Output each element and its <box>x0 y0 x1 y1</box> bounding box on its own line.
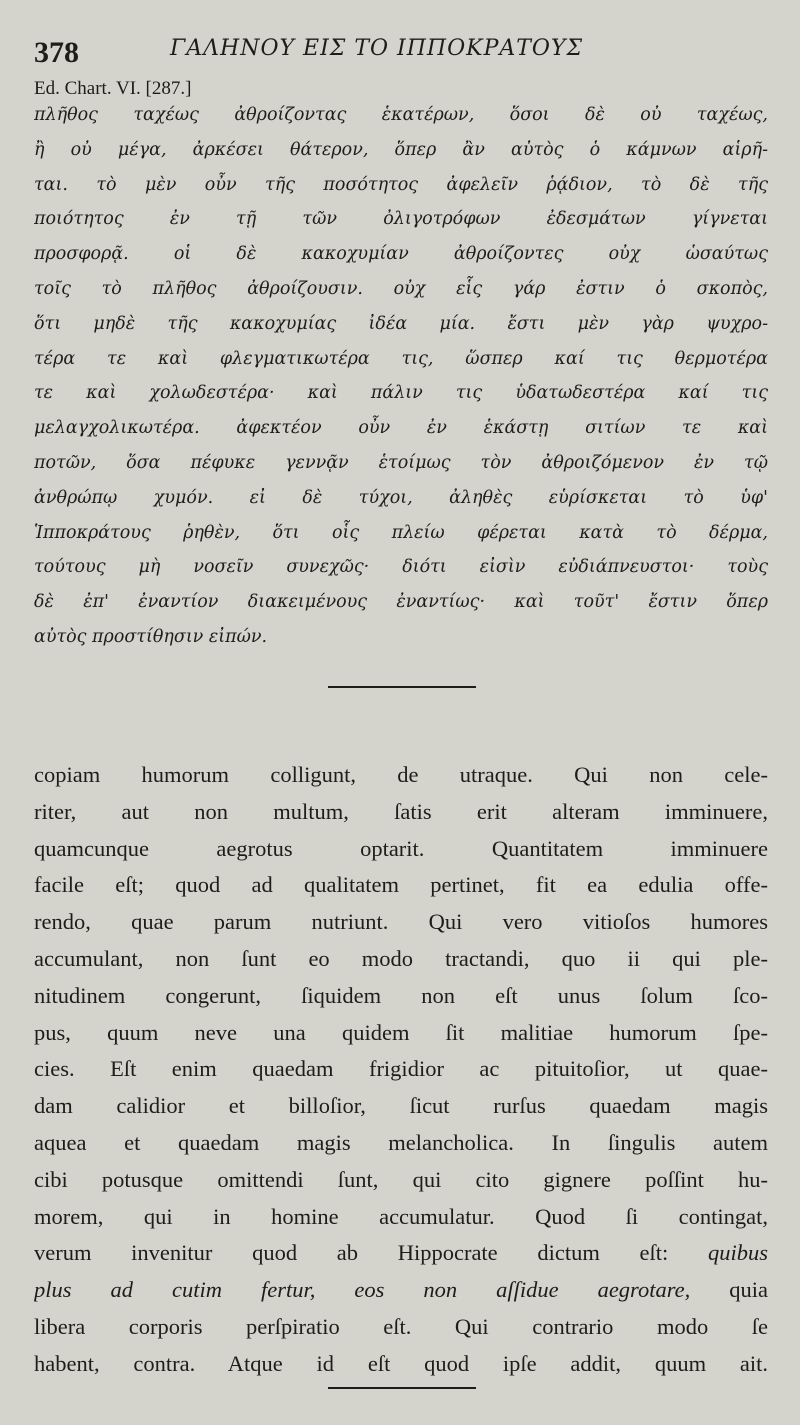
section-divider-bottom <box>328 1387 476 1389</box>
latin-line: quamcunque aegrotus optarit. Quantitatem imminuere <box>34 835 768 861</box>
greek-line: ται. τὸ μὲν οὖν τῆς ποσότητος ἀφελεῖν ῥᾴδιον, τὸ δὲ τῆς <box>34 174 768 195</box>
greek-line: μελαγχολικωτέρα. ἀφεκτέον οὖν ἐν ἑκάστῃ σιτίων τε καὶ <box>34 418 768 439</box>
edition-reference: Ed. Chart. VI. [287.] <box>34 78 192 99</box>
latin-line: libera corporis perſpiratio eſt. Qui contrario modo ſe <box>34 1313 768 1339</box>
greek-line: ἀνθρώπῳ χυμόν. εἰ δὲ τύχοι, ἀληθὲς εὑρίσκεται τὸ ὑφ' <box>34 487 768 508</box>
greek-line: ὅτι μηδὲ τῆς κακοχυμίας ἰδέα μία. ἔστι μὲν γὰρ ψυχρο- <box>34 313 768 334</box>
greek-line: δὲ ἐπ' ἐναντίον διακειμένους ἐναντίως· καὶ τοῦτ' ἔστιν ὅπερ <box>34 592 768 613</box>
latin-line: nitudinem congerunt, ſiquidem non eſt unus ſolum ſco- <box>34 982 768 1008</box>
greek-line: Ἱπποκράτους ῥηθὲν, ὅτι οἷς πλείω φέρεται κατὰ τὸ δέρμα, <box>34 522 768 543</box>
latin-line: cies. Eſt enim quaedam frigidior ac pituitoſior, ut quae- <box>34 1056 768 1082</box>
running-title: ΓΑΛΗΝΟΥ ΕΙΣ ΤΟ ΙΠΠΟΚΡΑΤΟΥΣ <box>170 36 584 61</box>
latin-line: aquea et quaedam magis melancholica. In ſingulis autem <box>34 1129 768 1155</box>
latin-line: habent, contra. Atque id eſt quod ipſe addit, quum ait. <box>34 1350 768 1376</box>
greek-line: τοῖς τὸ πλῆθος ἀθροίζουσιν. οὐχ εἷς γάρ ἐστιν ὁ σκοπὸς, <box>34 278 768 299</box>
greek-line: αὐτὸς προστίθησιν εἰπών. <box>34 626 268 647</box>
quotation-italic: plus ad cutim fertur, <box>34 1277 316 1303</box>
page-number: 378 <box>34 36 79 69</box>
latin-line: morem, qui in homine accumulatur. Quod ſi contingat, <box>34 1203 768 1229</box>
greek-line: τε καὶ χολωδεστέρα· καὶ πάλιν τις ὑδατωδεστέρα καί τις <box>34 383 768 404</box>
latin-line: riter, aut non multum, ſatis erit alteram imminuere, <box>34 798 768 824</box>
greek-text-block <box>34 98 768 655</box>
latin-line: cibi potusque omittendi ſunt, qui cito gignere poſſint hu- <box>34 1166 768 1192</box>
latin-line: facile eſt; quod ad qualitatem pertinet, fit ea edulia offe- <box>34 872 768 898</box>
greek-line: τούτους μὴ νοσεῖν συνεχῶς· διότι εἰσὶν εὐδιάπνευστοι· τοὺς <box>34 557 768 578</box>
latin-line: copiam humorum colligunt, de utraque. Qui non cele- <box>34 762 768 787</box>
latin-line: rendo, quae parum nutriunt. Qui vero vitioſos humores <box>34 909 768 935</box>
latin-line-text: verum invenitur quod ab Hippocrate dictum eſt: <box>34 1240 669 1266</box>
greek-line: ποιότητος ἐν τῇ τῶν ὀλιγοτρόφων ἐδεσμάτων γίγνεται <box>34 209 768 230</box>
greek-line: πλῆθος ταχέως ἀθροίζοντας ἑκατέρων, ὅσοι δὲ οὐ ταχέως, <box>34 105 768 125</box>
greek-line: ποτῶν, ὅσα πέφυκε γεννᾷν ἑτοίμως τὸν ἀθροιζόμενον ἐν τῷ <box>34 452 768 473</box>
latin-line-text: quia <box>729 1277 768 1303</box>
greek-line: προσφορᾷ. οἱ δὲ κακοχυμίαν ἀθροίζοντες οὐχ ὡσαύτως <box>34 244 768 265</box>
page-header <box>34 22 770 72</box>
latin-text-block <box>34 757 768 1383</box>
latin-line: pus, quum neve una quidem ſit malitiae humorum ſpe- <box>34 1019 768 1045</box>
latin-line <box>34 1272 768 1309</box>
quotation-italic: quibus <box>708 1240 768 1266</box>
greek-line: ἢ οὐ μέγα, ἀρκέσει θάτερον, ὅπερ ἂν αὐτὸς ὁ κάμνων αἱρῆ- <box>34 139 768 160</box>
quotation-italic: eos non aſſidue aegrotare, <box>354 1277 691 1303</box>
latin-line: accumulant, non ſunt eo modo tractandi, quo ii qui ple- <box>34 945 768 971</box>
latin-line: dam calidior et billoſior, ſicut rurſus quaedam magis <box>34 1093 768 1119</box>
greek-line: τέρα τε καὶ φλεγματικωτέρα τις, ὥσπερ καί τις θερμοτέρα <box>34 348 768 369</box>
latin-line <box>34 1235 768 1272</box>
section-divider-top <box>328 686 476 688</box>
